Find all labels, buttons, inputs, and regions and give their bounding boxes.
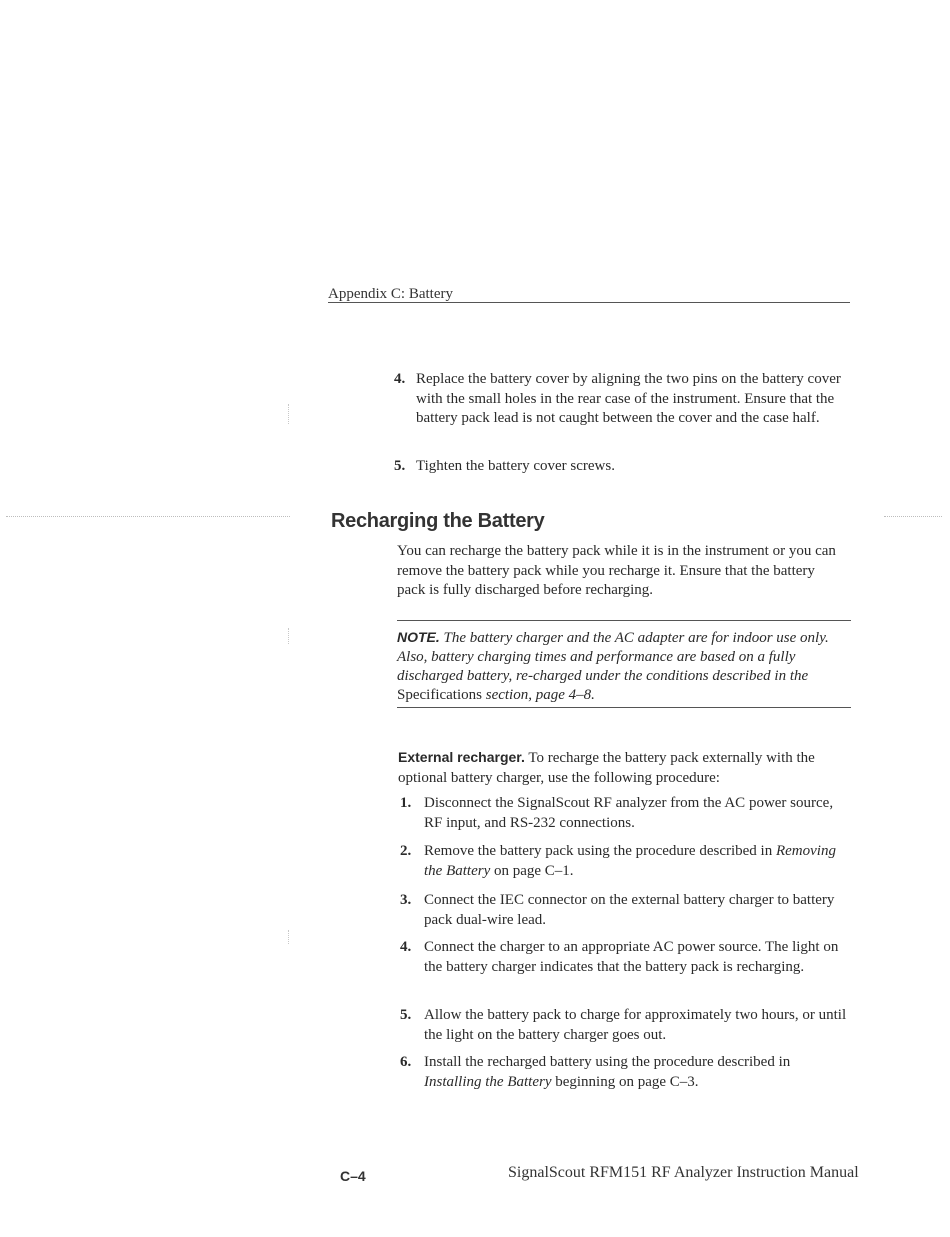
note-label: NOTE. xyxy=(397,629,440,645)
step-number: 2. xyxy=(400,843,412,859)
manual-title: SignalScout RFM151 RF Analyzer Instruction Manual xyxy=(508,1164,859,1181)
step-text-before: Remove the battery pack using the procedure described in xyxy=(424,843,773,859)
step-text: Connect the IEC connector on the external battery charger to battery pack dual-wire lead. xyxy=(424,892,835,928)
step-text-after: beginning on page C–3. xyxy=(555,1073,699,1090)
list-item xyxy=(394,457,844,477)
external-text: To recharge the battery pack externally with the optional battery charger, use the following procedure: xyxy=(398,750,815,786)
running-head: Appendix C: Battery xyxy=(328,286,453,302)
list-item xyxy=(400,842,850,881)
step-number: 1. xyxy=(400,795,412,811)
step-text xyxy=(424,1053,850,1092)
step-number: 5. xyxy=(394,458,406,474)
external-recharger-paragraph xyxy=(398,748,838,788)
step-text-after: on page C–1. xyxy=(493,862,574,879)
section-heading: Recharging the Battery xyxy=(331,510,545,532)
note-spec-word: Specifications xyxy=(397,687,482,703)
list-item xyxy=(400,938,850,977)
list-item xyxy=(400,891,850,930)
note-bottom-rule xyxy=(397,707,851,708)
scan-artifact-right xyxy=(884,516,942,517)
step-number: 4. xyxy=(394,371,406,387)
scan-mark xyxy=(288,930,289,944)
scan-mark xyxy=(288,404,289,424)
header-rule xyxy=(328,302,850,303)
page-number: C–4 xyxy=(340,1168,366,1184)
step-text: Replace the battery cover by aligning the two pins on the battery cover with the small holes in the rear case of the instrument. Ensure that the battery pack lead is not caught between the cover and the case half. xyxy=(416,371,841,426)
step-text: Tighten the battery cover screws. xyxy=(416,458,615,474)
scan-artifact-left xyxy=(6,516,290,517)
runin-heading: External recharger. xyxy=(398,749,525,765)
cross-reference: Removing the Battery xyxy=(424,843,836,879)
step-text-before: Install the recharged battery using the procedure described in xyxy=(424,1054,791,1070)
step-number: 6. xyxy=(400,1054,412,1070)
note-block xyxy=(397,628,837,705)
step-text: Allow the battery pack to charge for approximately two hours, or until the light on the battery charger goes out. xyxy=(424,1007,847,1043)
note-text-after: section, page 4–8. xyxy=(485,687,595,703)
step-number: 5. xyxy=(400,1007,412,1023)
section-intro: You can recharge the battery pack while it is in the instrument or you can remove the battery pack while you recharge it. Ensure that the battery pack is fully discharged before recharging. xyxy=(397,543,836,598)
scan-mark xyxy=(288,628,289,644)
note-top-rule xyxy=(397,620,851,621)
step-text: Connect the charger to an appropriate AC power source. The light on the battery charger indicates that the battery pack is recharging. xyxy=(424,939,839,975)
step-text: Disconnect the SignalScout RF analyzer from the AC power source, RF input, and RS-232 connections. xyxy=(424,795,834,831)
list-item xyxy=(400,794,850,833)
note-text: The battery charger and the AC adapter are for indoor use only. Also, battery charging times and performance are based on a fully discharged battery, re-charged under the conditions described in the xyxy=(397,630,829,684)
step-number: 4. xyxy=(400,939,412,955)
list-item xyxy=(400,1053,850,1092)
step-number: 3. xyxy=(400,892,412,908)
list-item xyxy=(394,370,844,429)
list-item xyxy=(400,1006,850,1045)
cross-reference: Installing the Battery xyxy=(424,1073,552,1090)
step-text xyxy=(424,842,850,881)
